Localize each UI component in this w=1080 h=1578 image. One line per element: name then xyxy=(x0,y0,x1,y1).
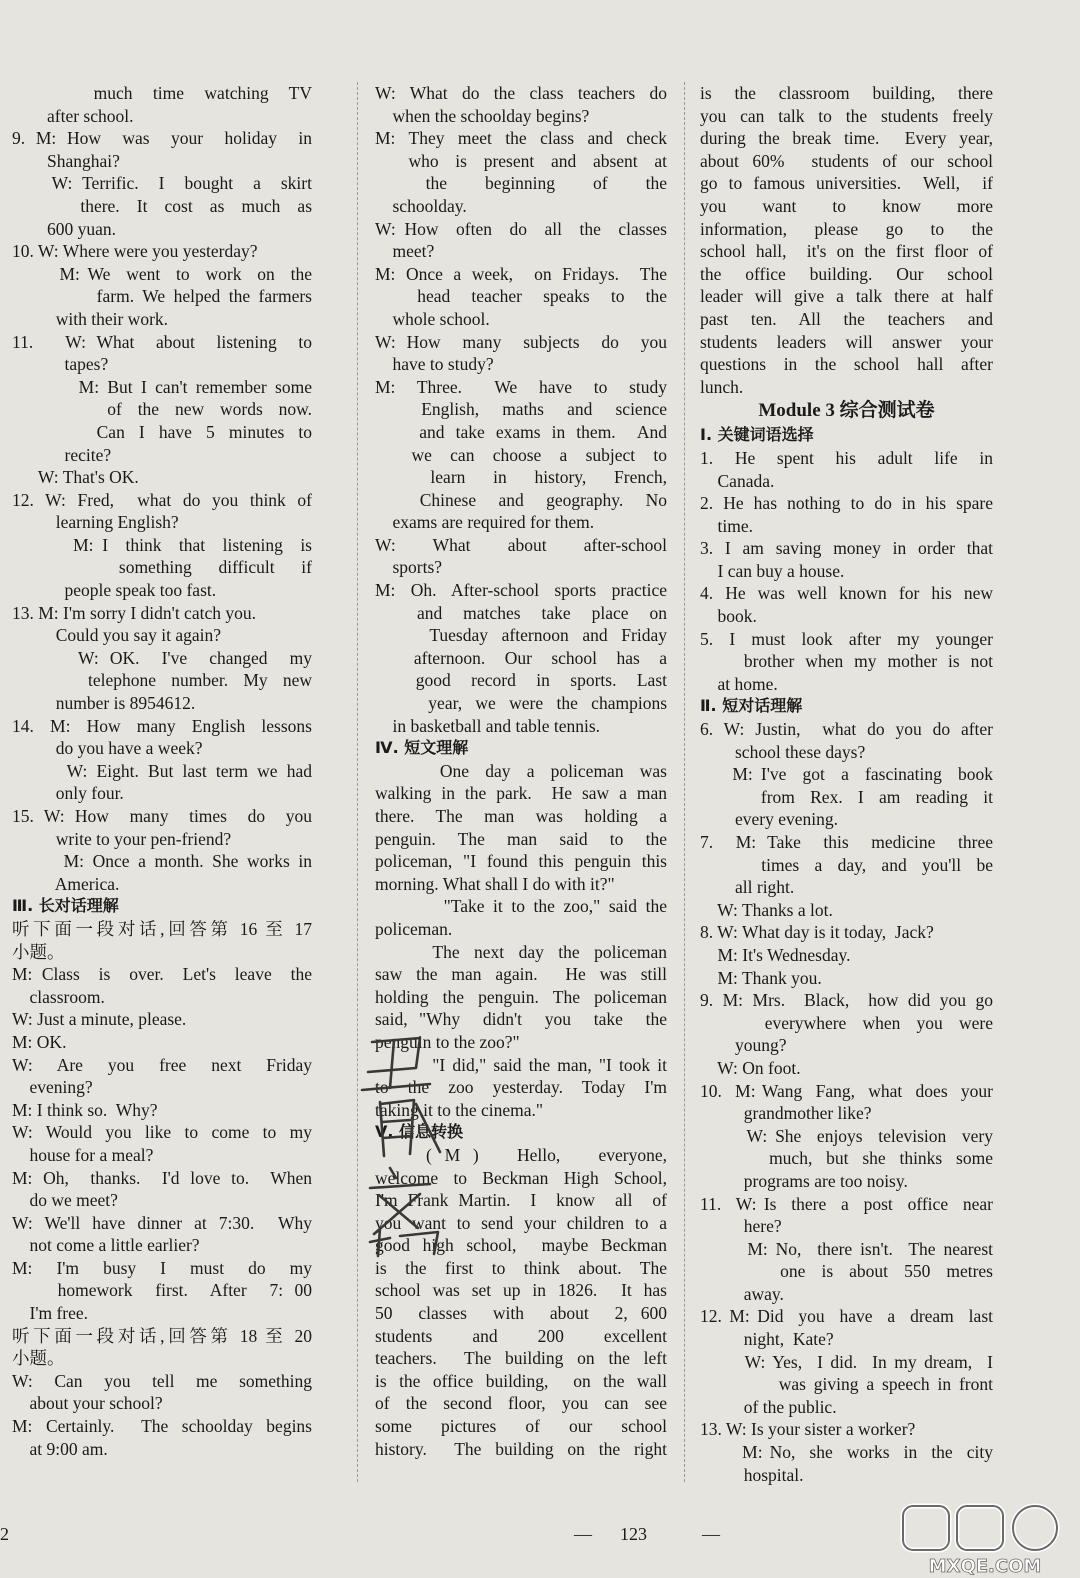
text-line: W: We'll have dinner at 7:30. Why xyxy=(12,1212,312,1233)
text-line: W: Thanks a lot. xyxy=(700,899,833,920)
text-line: 12. W: Fred, what do you think of xyxy=(12,489,312,510)
text-line: some pictures of our school xyxy=(375,1416,667,1437)
module-title: Module 3 综合测试卷 xyxy=(758,400,935,422)
text-line: is the classroom building, there xyxy=(700,83,993,103)
text-line: grandmother like? xyxy=(700,1103,872,1124)
text-line: said, "Why didn't you take the xyxy=(375,1009,667,1030)
text-line: M: Oh. After-school sports practice xyxy=(375,580,667,601)
text-line: school was set up in 1826. It has xyxy=(375,1280,667,1301)
text-line: sports? xyxy=(375,557,443,578)
text-line: 11. W: Is there a post office near xyxy=(700,1193,993,1214)
text-line: night, Kate? xyxy=(700,1329,834,1350)
text-line: Shanghai? xyxy=(12,150,120,171)
text-line: time. xyxy=(700,515,753,536)
text-line: 50 classes with about 2, 600 xyxy=(375,1303,667,1324)
text-line: every evening. xyxy=(700,809,839,830)
text-line: whole school. xyxy=(375,308,490,329)
text-line: 6. W: Justin, what do you do after xyxy=(700,719,993,740)
text-line: 小题。 xyxy=(12,941,65,962)
text-line: tapes? xyxy=(12,354,109,375)
text-line: farm. We helped the farmers xyxy=(12,286,312,307)
text-line: 4. He was well known for his new xyxy=(700,583,993,604)
text-line: welcome to Beckman High School, xyxy=(375,1167,667,1188)
text-line: One day a policeman was xyxy=(375,760,667,781)
text-line: school these days? xyxy=(700,741,866,762)
text-line: at 9:00 am. xyxy=(12,1438,108,1459)
text-line: 14. M: How many English lessons xyxy=(12,715,312,736)
text-line: homework first. After 7: 00 xyxy=(12,1280,312,1301)
text-line: do we meet? xyxy=(12,1190,118,1211)
text-line: 13. W: Is your sister a worker? xyxy=(700,1419,916,1440)
text-line: America. xyxy=(12,873,120,894)
text-line: 3. I am saving money in order that xyxy=(700,538,993,559)
text-line: M: Certainly. The schoolday begins xyxy=(12,1416,312,1437)
svg-text:MXQE.COM: MXQE.COM xyxy=(928,1556,1042,1577)
text-line: times a day, and you'll be xyxy=(700,854,993,875)
text-line: saw the man again. He was still xyxy=(375,964,667,985)
text-line: W: She enjoys television very xyxy=(700,1125,993,1146)
text-line: 11. W: What about listening to xyxy=(12,331,312,352)
text-line: M: I think so. Why? xyxy=(12,1099,158,1120)
text-line: I'm free. xyxy=(12,1303,89,1324)
text-line: M: Class is over. Let's leave the xyxy=(12,964,312,985)
text-line: Can I have 5 minutes to xyxy=(12,421,312,442)
text-line: leader will give a talk there at half xyxy=(700,286,993,307)
text-line: W: Yes, I did. In my dream, I xyxy=(700,1351,993,1372)
text-line: taking it to the cinema." xyxy=(375,1099,544,1120)
text-line: learning English? xyxy=(12,512,179,533)
text-line: 9. M: How was your holiday in xyxy=(12,128,312,149)
text-line: 13. M: I'm sorry I didn't catch you. xyxy=(12,602,256,623)
text-line: students leaders will answer your xyxy=(700,331,993,352)
text-line: W: On foot. xyxy=(700,1057,801,1078)
page-number: 123 xyxy=(620,1524,647,1544)
watermark-logo xyxy=(895,1500,1075,1578)
text-line: M: Once a week, on Fridays. The xyxy=(375,263,667,284)
text-line: telephone number. My new xyxy=(12,670,312,691)
text-line: M: I've got a fascinating book xyxy=(700,764,993,785)
text-line: learn in history, French, xyxy=(375,467,667,488)
text-line: W: Terrific. I bought a skirt xyxy=(12,173,312,194)
text-line: teachers. The building on the left xyxy=(375,1348,667,1369)
text-line: "I did," said the man, "I took it xyxy=(375,1054,667,1075)
text-line: Chinese and geography. No xyxy=(375,489,667,510)
text-line: 15. W: How many times do you xyxy=(12,806,312,826)
text-line: M: It's Wednesday. xyxy=(700,944,851,965)
text-line: M: We went to work on the xyxy=(12,263,312,284)
text-line: W: How many subjects do you xyxy=(375,331,667,352)
text-line: and take exams in them. And xyxy=(375,421,667,442)
text-line: is the first to think about. The xyxy=(375,1257,667,1278)
text-line: Could you say it again? xyxy=(12,625,222,646)
text-line: afternoon. Our school has a xyxy=(375,647,667,668)
text-line: history. The building on the right xyxy=(375,1438,667,1459)
text-line: who is present and absent at xyxy=(375,150,667,171)
text-line: 10. W: Where were you yesterday? xyxy=(12,241,258,262)
text-line: much, but she thinks some xyxy=(700,1148,993,1169)
text-line: from Rex. I am reading it xyxy=(700,786,993,807)
text-line: the beginning of the xyxy=(375,173,667,194)
text-line: M: I'm busy I must do my xyxy=(12,1257,312,1278)
text-line: 9. M: Mrs. Black, how did you go xyxy=(700,990,993,1011)
text-line: W: OK. I've changed my xyxy=(12,647,312,668)
text-line: information, please go to the xyxy=(700,218,993,239)
left-page-fragment: 2 xyxy=(0,1524,9,1544)
text-line: go to famous universities. Well, if xyxy=(700,173,993,194)
text-line: only four. xyxy=(12,783,124,804)
text-line: everywhere when you were xyxy=(700,1012,993,1033)
text-line: we can choose a subject to xyxy=(375,444,667,465)
text-line: school hall, it's on the first floor of xyxy=(700,241,993,262)
text-line: 600 yuan. xyxy=(12,218,117,239)
section-heading: Ⅴ. 信息转换 xyxy=(375,1122,464,1142)
text-line: year, we were the champions xyxy=(375,693,667,714)
text-line: past ten. All the teachers and xyxy=(700,308,993,329)
text-line: policeman. xyxy=(375,918,453,939)
text-line: walking in the park. He saw a man xyxy=(375,783,667,804)
text-line: questions in the school hall after xyxy=(700,354,993,375)
text-line: penguin to the zoo?" xyxy=(375,1031,520,1052)
text-column-3 xyxy=(700,82,993,1486)
text-line: not come a little earlier? xyxy=(12,1235,200,1256)
text-line: in basketball and table tennis. xyxy=(375,715,601,736)
text-line: policeman, "I found this penguin this xyxy=(375,851,667,872)
text-line: W: What about after-school xyxy=(375,534,667,555)
text-line: classroom. xyxy=(12,986,105,1007)
text-line: good high school, maybe Beckman xyxy=(375,1235,667,1256)
text-line: have to study? xyxy=(375,354,494,375)
text-line: of the new words now. xyxy=(12,399,312,420)
text-line: I can buy a house. xyxy=(700,560,845,581)
text-line: The next day the policeman xyxy=(375,941,667,962)
text-line: you want to send your children to a xyxy=(375,1212,667,1233)
text-column-1 xyxy=(12,82,312,1460)
footer-dash-right: — xyxy=(702,1524,720,1544)
text-line: morning. What shall I do with it?" xyxy=(375,873,615,894)
text-line: meet? xyxy=(375,241,435,262)
text-line: do you have a week? xyxy=(12,738,203,759)
text-line: students and 200 excellent xyxy=(375,1325,667,1346)
text-line: 8. W: What day is it today, Jack? xyxy=(700,922,934,943)
text-line: evening? xyxy=(12,1077,93,1098)
text-line: M: No, she works in the city xyxy=(700,1442,993,1463)
text-line: much time watching TV xyxy=(12,83,312,103)
text-line: away. xyxy=(700,1283,784,1304)
text-line: 5. I must look after my younger xyxy=(700,628,993,649)
text-line: M: I think that listening is xyxy=(12,534,312,555)
text-line: 12. M: Did you have a dream last xyxy=(700,1306,993,1327)
text-line: W: Would you like to come to my xyxy=(12,1122,312,1143)
text-line: there. It cost as much as xyxy=(12,195,312,216)
text-line: "Take it to the zoo," said the xyxy=(375,896,667,917)
text-line: something difficult if xyxy=(12,557,312,578)
text-line: during the break time. Every year, xyxy=(700,128,993,149)
text-line: the office building. Our school xyxy=(700,263,993,284)
text-line: number is 8954612. xyxy=(12,693,196,714)
text-line: is the office building, on the wall xyxy=(375,1370,667,1391)
text-line: programs are too noisy. xyxy=(700,1170,908,1191)
text-line: after school. xyxy=(12,105,134,126)
text-line: M: But I can't remember some xyxy=(12,376,312,397)
footer-dash-left: — xyxy=(574,1524,592,1544)
text-line: M: No, there isn't. The nearest xyxy=(700,1238,993,1259)
text-line: lunch. xyxy=(700,376,744,397)
text-line: English, maths and science xyxy=(375,399,667,420)
text-line: was giving a speech in front xyxy=(700,1374,993,1395)
text-line: book. xyxy=(700,606,757,627)
text-line: recite? xyxy=(12,444,112,465)
text-line: of the public. xyxy=(700,1396,837,1417)
text-line: about 60% students of our school xyxy=(700,150,993,171)
text-line: of the second floor, you can see xyxy=(375,1393,667,1414)
text-line: penguin. The man said to the xyxy=(375,828,667,849)
text-line: all right. xyxy=(700,877,795,898)
text-line: people speak too fast. xyxy=(12,580,217,601)
text-line: with their work. xyxy=(12,308,169,329)
text-line: 听下面一段对话,回答第 16 至 17 xyxy=(12,918,312,939)
section-heading: Ⅰ. 关键词语选择 xyxy=(700,425,814,445)
text-line: about your school? xyxy=(12,1393,163,1414)
text-line: schoolday. xyxy=(375,195,467,216)
text-line: you can talk to the students freely xyxy=(700,105,993,126)
text-line: when the schoolday begins? xyxy=(375,105,590,126)
section-heading: Ⅳ. 短文理解 xyxy=(375,738,469,758)
text-line: here? xyxy=(700,1216,782,1237)
text-line: W: Can you tell me something xyxy=(12,1370,312,1391)
text-line: W: Are you free next Friday xyxy=(12,1054,312,1075)
text-line: ( M ) Hello, everyone, xyxy=(375,1144,667,1165)
text-line: 听下面一段对话,回答第 18 至 20 xyxy=(12,1325,312,1346)
text-line: 1. He spent his adult life in xyxy=(700,447,993,468)
text-line: M: They meet the class and check xyxy=(375,128,667,149)
text-line: 10. M: Wang Fang, what does your xyxy=(700,1080,993,1101)
text-line: young? xyxy=(700,1035,787,1056)
text-line: head teacher speaks to the xyxy=(375,286,667,307)
text-line: holding the penguin. The policeman xyxy=(375,986,667,1007)
text-line: Canada. xyxy=(700,470,775,491)
text-line: M: Once a month. She works in xyxy=(12,851,312,872)
text-line: Tuesday afternoon and Friday xyxy=(375,625,667,646)
text-line: one is about 550 metres xyxy=(700,1261,993,1282)
text-line: M: Oh, thanks. I'd love to. When xyxy=(12,1167,312,1188)
text-line: brother when my mother is not xyxy=(700,651,993,672)
text-line: there. The man was holding a xyxy=(375,806,667,826)
text-line: and matches take place on xyxy=(375,602,667,623)
column-divider xyxy=(684,82,685,1482)
text-line: you want to know more xyxy=(700,195,993,216)
text-line: at home. xyxy=(700,673,778,694)
text-line: W: That's OK. xyxy=(12,467,139,488)
text-line: M: OK. xyxy=(12,1031,67,1052)
text-line: W: Eight. But last term we had xyxy=(12,760,312,781)
text-line: exams are required for them. xyxy=(375,512,595,533)
text-line: I'm Frank Martin. I know all of xyxy=(375,1190,667,1211)
text-line: 2. He has nothing to do in his spare xyxy=(700,493,993,514)
text-line: M: Three. We have to study xyxy=(375,376,667,397)
text-line: 小题。 xyxy=(12,1348,65,1369)
text-line: 7. M: Take this medicine three xyxy=(700,832,993,852)
text-line: W: Just a minute, please. xyxy=(12,1009,187,1030)
text-line: house for a meal? xyxy=(12,1144,154,1165)
section-heading: Ⅲ. 长对话理解 xyxy=(12,896,119,916)
text-line: good record in sports. Last xyxy=(375,670,667,691)
column-divider xyxy=(357,82,358,1482)
text-line: to the zoo yesterday. Today I'm xyxy=(375,1077,667,1098)
text-line: M: Thank you. xyxy=(700,967,822,988)
text-line: W: How often do all the classes xyxy=(375,218,667,239)
section-heading: Ⅱ. 短对话理解 xyxy=(700,696,803,716)
text-line: hospital. xyxy=(700,1464,804,1485)
handwritten-annotation xyxy=(350,1028,470,1258)
text-line: W: What do the class teachers do xyxy=(375,83,667,103)
text-line: write to your pen-friend? xyxy=(12,828,232,849)
